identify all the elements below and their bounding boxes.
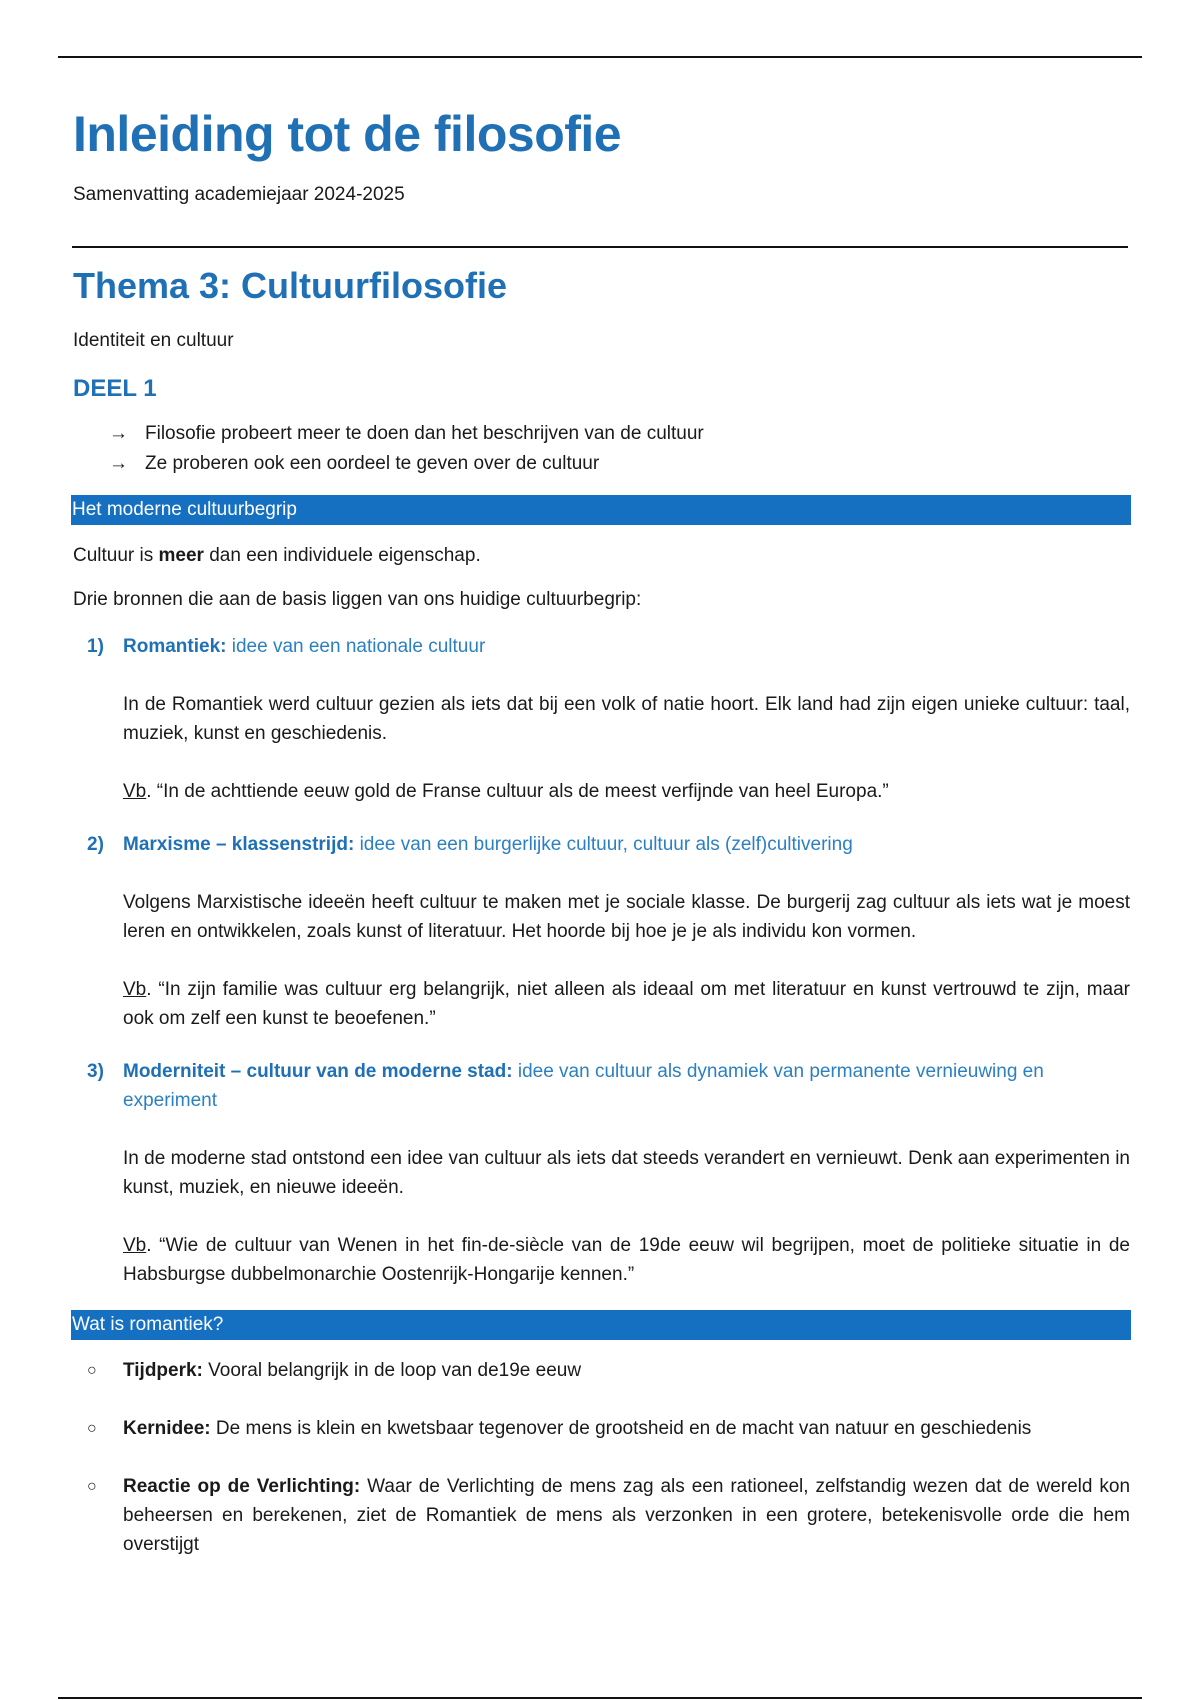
list-item xyxy=(73,1414,1130,1443)
source-heading xyxy=(73,1057,1130,1115)
document-title: Inleiding tot de filosofie xyxy=(73,106,622,162)
list-item-text xyxy=(123,1356,1130,1385)
source-title xyxy=(123,830,853,859)
source-body: In de Romantiek werd cultuur gezien als iets dat bij een volk of natie hoort. Elk land had zijn eigen unieke cultuur: taal, muziek, kunst en geschiedenis. xyxy=(123,693,1130,744)
example-label: Vb xyxy=(123,978,147,1000)
circle-bullet-icon: ○ xyxy=(87,1419,97,1437)
romanticism-list xyxy=(73,1356,1130,1559)
circle-bullet-icon: ○ xyxy=(87,1361,97,1379)
section-heading-romanticism: Wat is romantiek? xyxy=(71,1310,1131,1340)
source-title-bold: Moderniteit – cultuur van de moderne stad: xyxy=(123,1060,513,1082)
circle-bullet-icon: ○ xyxy=(87,1477,97,1495)
theme-title: Thema 3: Cultuurfilosofie xyxy=(73,264,508,306)
list-item-text: Ze proberen ook een oordeel te geven over de cultuur xyxy=(145,452,600,474)
source-item-moderniteit xyxy=(73,1057,1130,1289)
arrow-right-icon: → xyxy=(109,422,128,444)
source-title-bold: Marxisme – klassenstrijd: xyxy=(123,833,355,855)
source-example xyxy=(73,975,1130,1033)
item-text: Waar de Verlichting de mens zag als een rationeel, zelfstandig wezen dat de wereld kon beheersen en berekenen, ziet de Romantiek de mens als verzonken in een grotere, betekenisvolle orde die hem overstijgt xyxy=(123,1475,1131,1555)
source-title xyxy=(123,1057,1130,1115)
text-segment: dan een individuele eigenschap. xyxy=(203,544,481,566)
source-example xyxy=(73,1231,1130,1289)
item-text: Vooral belangrijk in de loop van de19e eeuw xyxy=(202,1359,582,1381)
list-item xyxy=(109,419,1130,449)
sources-list xyxy=(73,632,1130,1289)
list-item-text xyxy=(123,1414,1130,1443)
paragraph-culture-more xyxy=(73,542,1130,570)
source-body: Volgens Marxistische ideeën heeft cultuur te maken met je sociale klasse. De burgerij zag cultuur als iets wat je moest leren en ontwikkelen, zoals kunst of literatuur. Het hoorde bij hoe je je als individu kon vormen. xyxy=(123,891,1130,942)
source-number: 3) xyxy=(87,1060,104,1082)
source-number: 1) xyxy=(87,635,104,657)
top-rule xyxy=(58,56,1142,58)
source-number: 2) xyxy=(87,833,104,855)
document-body xyxy=(73,106,1130,1588)
list-item-text: Filosofie probeert meer te doen dan het beschrijven van de cultuur xyxy=(145,422,704,444)
item-label: Tijdperk: xyxy=(123,1359,203,1381)
example-text: . “Wie de cultuur van Wenen in het fin-de-siècle van de 19de eeuw wil begrijpen, moet de politieke situatie in de Habsburgse dubbelmonarchie Oostenrijk-Hongarije kennen.” xyxy=(123,1234,1130,1285)
document-subtitle: Samenvatting academiejaar 2024-2025 xyxy=(73,183,405,205)
item-label: Reactie op de Verlichting: xyxy=(123,1475,361,1497)
theme-subtitle: Identiteit en cultuur xyxy=(73,329,234,351)
item-label: Kernidee: xyxy=(123,1417,211,1439)
section-heading-modern-culture: Het moderne cultuurbegrip xyxy=(71,495,1131,525)
source-title-rest: idee van cultuur als dynamiek van permanente vernieuwing en experiment xyxy=(123,1060,1044,1111)
example-label: Vb xyxy=(123,1234,147,1256)
intro-list xyxy=(73,419,1130,479)
text-segment: Cultuur is xyxy=(73,544,159,566)
paragraph-three-sources: Drie bronnen die aan de basis liggen van ons huidige cultuurbegrip: xyxy=(73,588,642,610)
source-heading xyxy=(73,830,1130,859)
source-example xyxy=(73,777,1130,806)
list-item xyxy=(73,1356,1130,1385)
source-heading xyxy=(73,632,1130,661)
source-title xyxy=(123,632,485,661)
list-item xyxy=(73,1472,1130,1559)
list-item-text xyxy=(123,1472,1130,1559)
example-label: Vb xyxy=(123,780,147,802)
arrow-right-icon: → xyxy=(109,452,128,474)
source-title-bold: Romantiek: xyxy=(123,635,227,657)
source-title-rest: idee van een nationale cultuur xyxy=(226,635,486,657)
example-text: . “In de achttiende eeuw gold de Franse cultuur als de meest verfijnde van heel Europa.” xyxy=(146,780,889,802)
bottom-rule xyxy=(58,1697,1142,1699)
source-title-rest: idee van een burgerlijke cultuur, cultuur als (zelf)cultivering xyxy=(354,833,853,855)
source-body: In de moderne stad ontstond een idee van cultuur als iets dat steeds verandert en vernieuwt. Denk aan experimenten in kunst, muziek, en nieuwe ideeën. xyxy=(123,1147,1130,1198)
example-text: . “In zijn familie was cultuur erg belangrijk, niet alleen als ideaal om met literatuur en kunst vertrouwd te zijn, maar ook om zelf een kunst te beoefenen.” xyxy=(123,978,1130,1029)
list-item xyxy=(109,449,1130,479)
source-item-marxisme xyxy=(73,830,1130,1033)
part-heading: DEEL 1 xyxy=(73,374,157,402)
item-text: De mens is klein en kwetsbaar tegenover de grootsheid en de macht van natuur en geschiedenis xyxy=(210,1417,1032,1439)
bold-text: meer xyxy=(158,544,204,566)
source-item-romantiek xyxy=(73,632,1130,806)
